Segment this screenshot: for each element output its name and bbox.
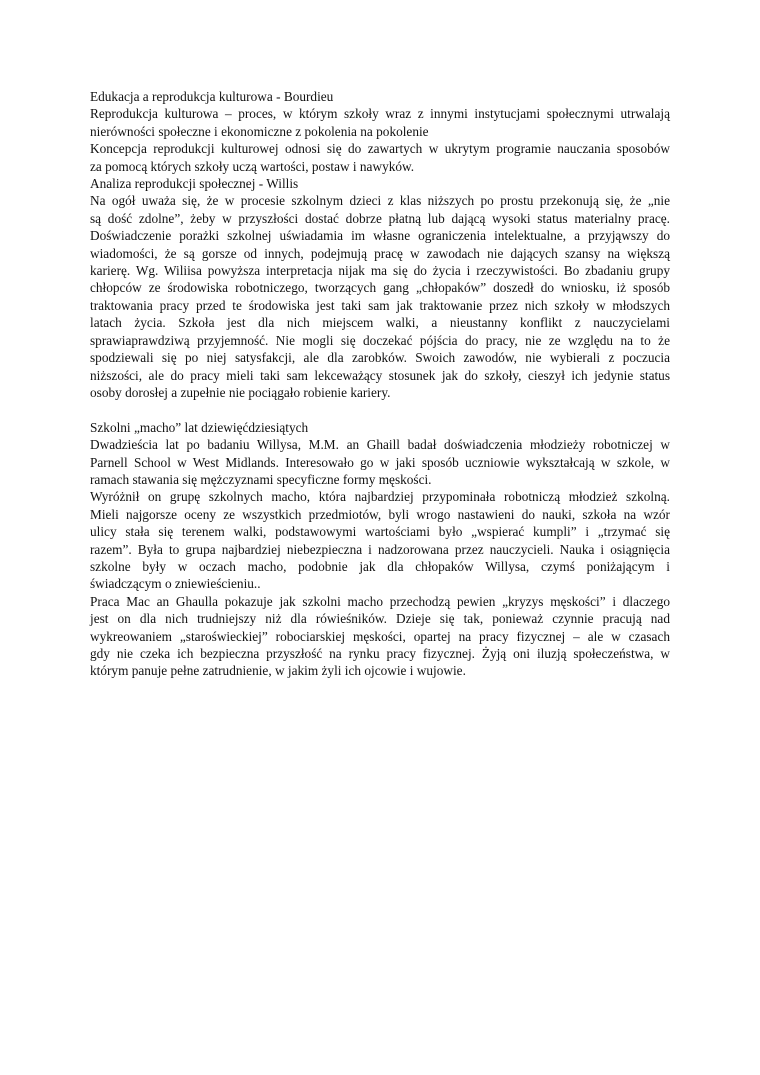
text-line: Edukacja a reprodukcja kulturowa - Bourdieu xyxy=(90,89,334,104)
text-line: Analiza reprodukcji społecznej - Willis xyxy=(90,176,299,192)
text-line: ramach stawania się mężczyznami specyficzne formy męskości. xyxy=(90,471,432,487)
text-line: latach życia. Szkoła jest dla nich miejscem walki, a nieustanny konflikt z nauczycielami xyxy=(90,315,670,331)
text-line: Mieli najgorsze oceny ze wszystkich przedmiotów, byli wrogo nastawieni do nauki, szkoła na wzór xyxy=(90,506,670,522)
document-body xyxy=(90,88,670,680)
text-line: ulicy stała się terenem walki, podstawowymi wartościami było „wspierać kumpli” i „trzymać się xyxy=(90,524,670,540)
text-line: Szkolni „macho” lat dziewięćdziesiątych xyxy=(90,419,309,435)
blank-line xyxy=(90,401,670,418)
text-line: chłopców ze środowiska robotniczego, tworzących gang „chłopaków” doszedł do wniosku, iż sposób xyxy=(90,280,670,296)
text-line: osoby dorosłej a zupełnie nie pociągało robienie kariery. xyxy=(90,384,391,400)
text-line: sprawiaprawdziwą przyjemność. Nie mogli się doczekać pójścia do pracy, nie ze względu na to że xyxy=(90,332,670,348)
text-line: niższości, ale do pracy mieli taki sam lekceważący stosunek jak do szkoły, cieszył ich jedynie status xyxy=(90,367,670,383)
text-line: Reprodukcja kulturowa – proces, w którym szkoły wraz z innymi instytucjami społecznymi utrwalają xyxy=(90,106,670,122)
text-line: Wyróżnił on grupę szkolnych macho, która najbardziej przypominała robotniczą młodzież szkolną. xyxy=(90,489,670,505)
text-line: świadczącym o zniewieścieniu.. xyxy=(90,576,261,592)
text-line: Dwadzieścia lat po badaniu Willysa, M.M. an Ghaill badał doświadczenia młodzieży robotniczej w xyxy=(90,437,670,453)
text-line: Na ogół uważa się, że w procesie szkolnym dzieci z klas niższych po prostu przekonują się, że „nie xyxy=(90,193,670,209)
text-line: nierówności społeczne i ekonomiczne z pokolenia na pokolenie xyxy=(90,123,429,139)
text-line: karierę. Wg. Wiliisa powyższa interpretacja nijak ma się do życia i rzeczywistości. Bo zbadaniu grupy xyxy=(90,263,670,279)
text-line: wiadomości, że są gorsze od innych, podejmują pracę w zawodach nie dających szansy na większą xyxy=(90,245,670,261)
text-line: Parnell School w West Midlands. Interesowało go w jaki sposób uczniowie wykształcają w szkole, w xyxy=(90,454,670,470)
text-line: gdy nie czeka ich bezpieczna przyszłość na rynku pracy fizycznej. Żyją oni iluzją społeczeństwa, w xyxy=(90,645,670,661)
text-line: spodziewali się po niej satysfakcji, ale dla zarobków. Swoich zawodów, nie wybierali z poczucia xyxy=(90,350,670,366)
text-line: Praca Mac an Ghaulla pokazuje jak szkolni macho przechodzą pewien „kryzys męskości” i dlaczego xyxy=(90,593,670,609)
text-line: którym panuje pełne zatrudnienie, w jakim żyli ich ojcowie i wujowie. xyxy=(90,663,466,679)
text-line: za pomocą których szkoły uczą wartości, postaw i nawyków. xyxy=(90,158,415,174)
text-line: szkolne były w oczach macho, podobnie jak dla chłopaków Willysa, czymś poniżającym i xyxy=(90,558,670,574)
text-line: są dość zdolne”, żeby w przyszłości dostać dobrze płatną lub dającą wysoki status materialny pracę. xyxy=(90,210,670,226)
text-line: Doświadczenie porażki szkolnej uświadamia im własne ograniczenia intelektualne, a przyjąwszy do xyxy=(90,228,670,244)
text-line: razem”. Była to grupa najbardziej niebezpieczna i nadzorowana przez nauczycieli. Nauka i osiągnięcia xyxy=(90,541,670,557)
text-line: Koncepcja reprodukcji kulturowej odnosi się do zawartych w ukrytym programie nauczania sposobów xyxy=(90,141,670,157)
text-line: wykreowaniem „staroświeckiej” robociarskiej męskości, opartej na pracy fizycznej – ale w czasach xyxy=(90,628,670,644)
text-line: jest on dla nich trudniejszy niż dla rówieśników. Dzieje się tak, ponieważ czynnie pracują nad xyxy=(90,611,670,627)
text-line: traktowania pracy przed te środowiska jest taki sam jak traktowanie przez nich szkoły w młodszych xyxy=(90,297,670,313)
